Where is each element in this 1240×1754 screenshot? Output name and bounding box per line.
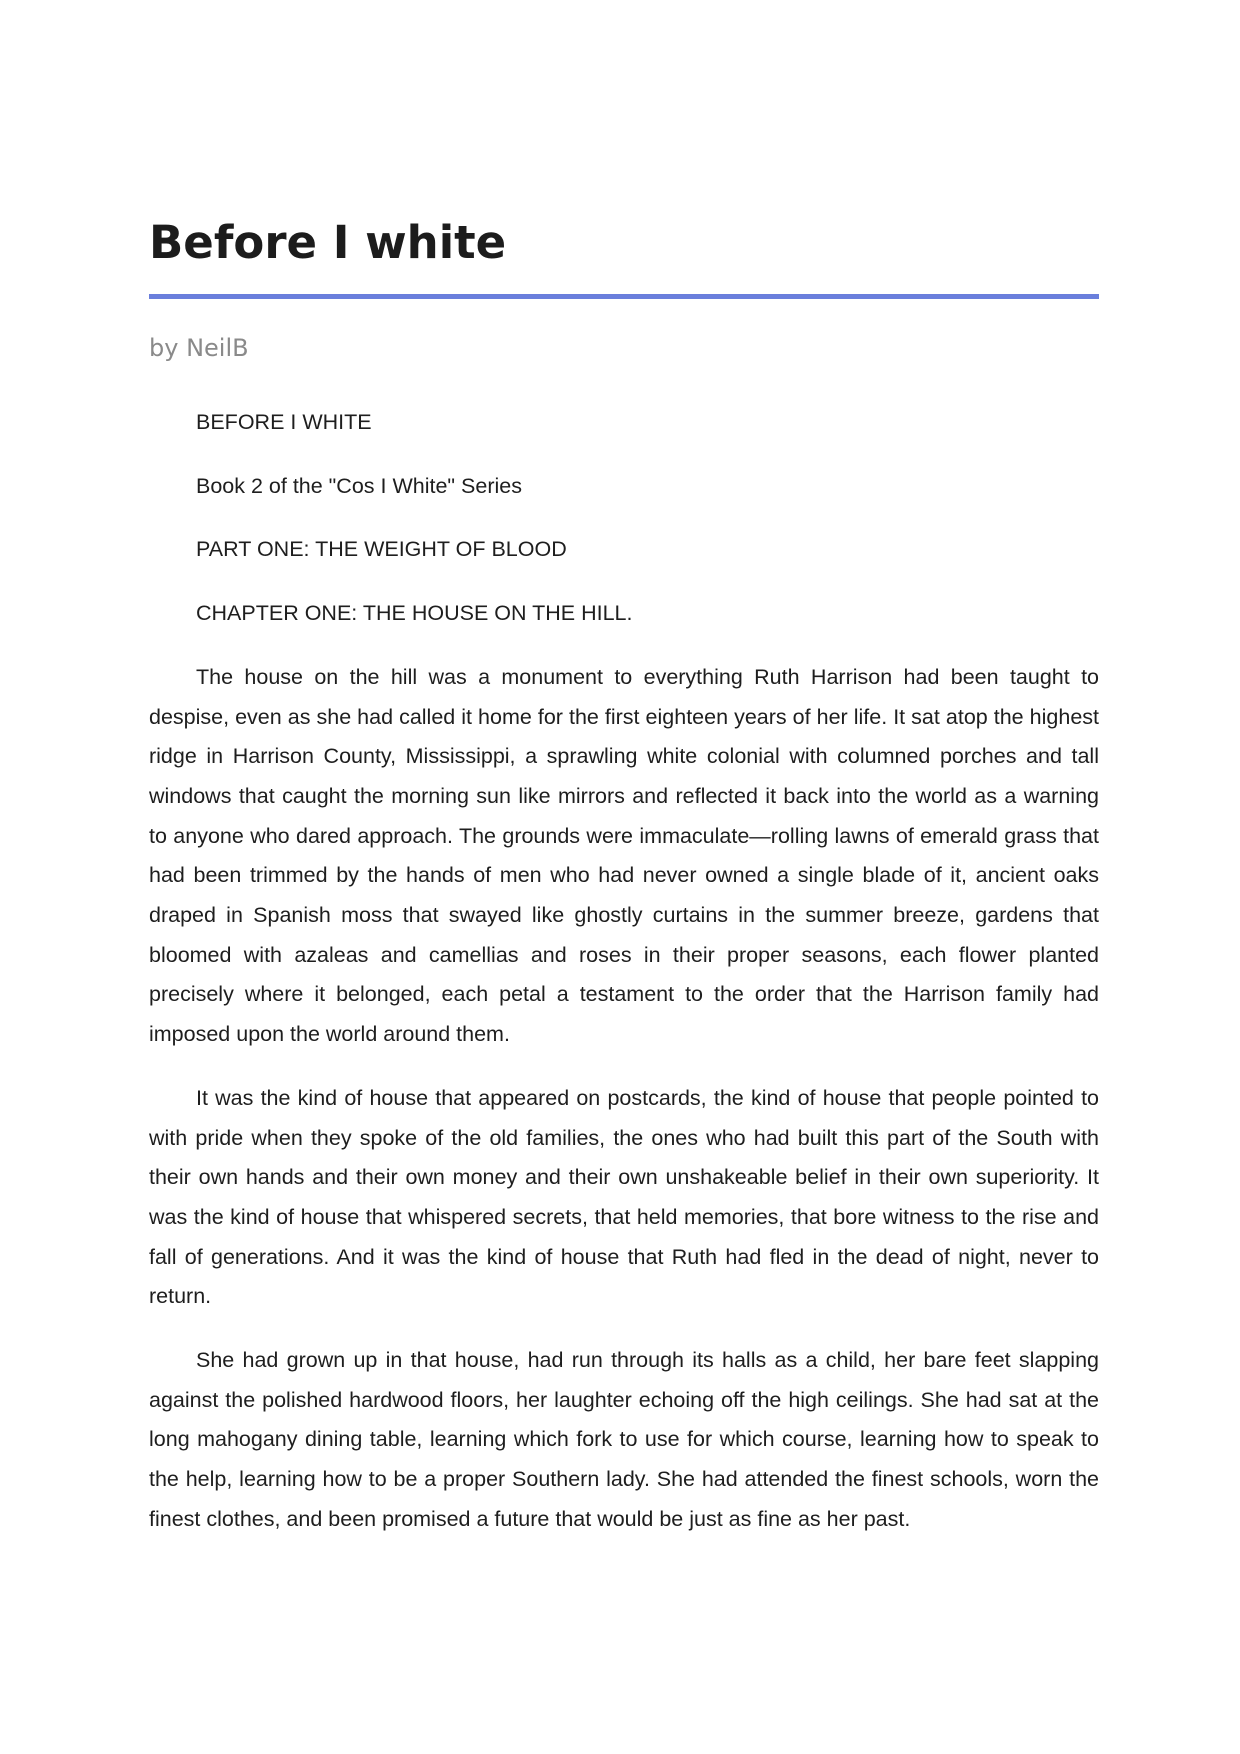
part-heading: PART ONE: THE WEIGHT OF BLOOD [196, 537, 567, 562]
chapter-heading: CHAPTER ONE: THE HOUSE ON THE HILL. [196, 601, 633, 626]
body-paragraph: She had grown up in that house, had run through its halls as a child, her bare feet slapping against the polished hardwood floors, her laughter echoing off the high ceilings. She had sat at the long mahogany dining table, learning which fork to use for which course, learning how to speak to the help, learning how to be a proper Southern lady. She had attended the finest schools, worn the finest clothes, and been promised a future that would be just as fine as her past. [149, 1348, 1099, 1531]
document-body [149, 403, 1099, 1540]
book-heading: BEFORE I WHITE [196, 410, 372, 434]
body-paragraph: The house on the hill was a monument to everything Ruth Harrison had been taught to despise, even as she had called it home for the first eighteen years of her life. It sat atop the highest ridge in Harrison County, Mississippi, a sprawling white colonial with columned porches and tall windows that caught the morning sun like mirrors and reflected it back into the world as a warning to anyone who dared approach. The grounds were immaculate—rolling lawns of emerald grass that had been trimmed by the hands of men who had never owned a single blade of it, ancient oaks draped in Spanish moss that swayed like ghostly curtains in the summer breeze, gardens that bloomed with azaleas and camellias and roses in their proper seasons, each flower planted precisely where it belonged, each petal a testament to the order that the Harrison family had imposed upon the world around them. [149, 664, 1099, 1047]
document-title: Before I white [149, 216, 507, 269]
title-divider [149, 294, 1099, 299]
author-byline: by NeilB [149, 334, 249, 362]
series-line: Book 2 of the "Cos I White" Series [196, 473, 522, 498]
body-paragraph: It was the kind of house that appeared on postcards, the kind of house that people pointed to with pride when they spoke of the old families, the ones who had built this part of the South with their own hands and their own money and their own unshakeable belief in their own superiority. It was the kind of house that whispered secrets, that held memories, that bore witness to the rise and fall of generations. And it was the kind of house that Ruth had fled in the dead of night, never to return. [149, 1085, 1099, 1309]
